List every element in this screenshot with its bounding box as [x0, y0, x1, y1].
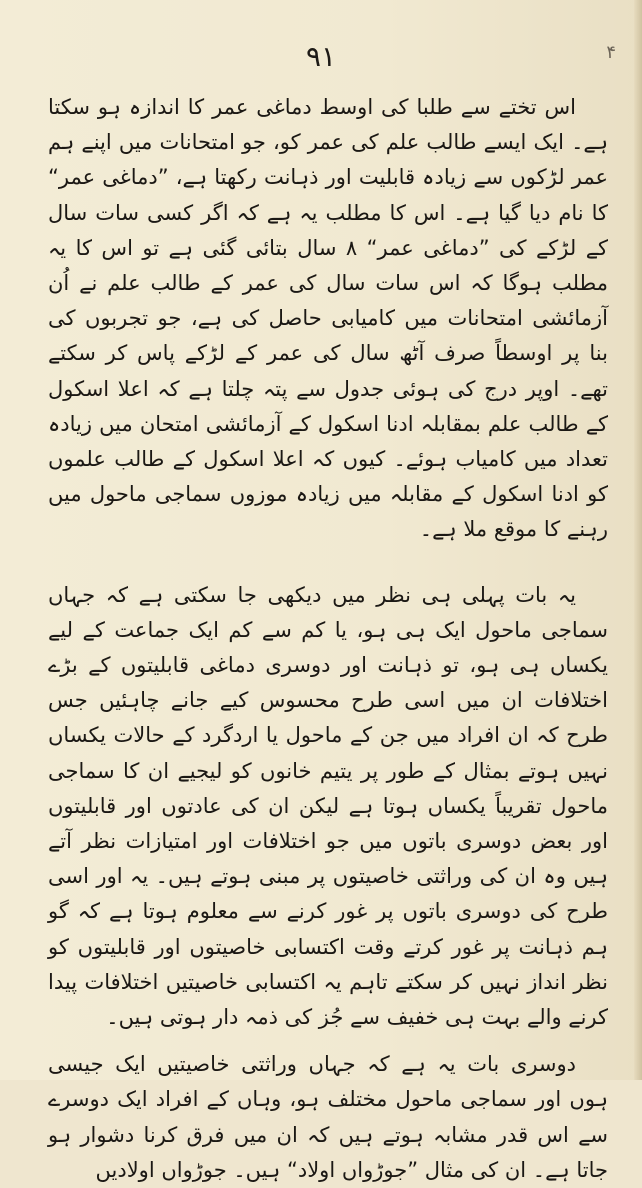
page-number: ۹۱	[305, 40, 337, 73]
page-edge	[634, 0, 642, 1080]
paragraph-2: یہ بات پہلی ہی نظر میں دیکھی جا سکتی ہے کہ جہاں سماجی ماحول ایک ہی ہو، یا کم سے کم ایک جماعت کے لیے یکساں ہی ہو، تو ذہانت اور دوسری دماغی قابلیتوں کے بڑے اختلافات ان میں اسی طرح محسوس کیے جانے چاہئیں جس طرح کہ ان افراد میں جن کے ماحول یا اردگرد کے حالات یکساں نہیں ہوتے بمثال کے طور پر یتیم خانوں کو لیجیے ان کا سماجی ماحول تقریباً یکساں ہوتا ہے لیکن ان کی عادتوں اور قابلیتوں اور بعض دوسری باتوں میں جو اختلافات اور امتیازات نظر آتے ہیں وہ ان کی وراثتی خاصیتوں پر مبنی ہوتے ہیں۔ یہ اور اسی طرح کی دوسری باتوں پر غور کرنے سے معلوم ہوتا ہے کہ گو ہم ذہانت پر غور کرتے وقت اکتسابی خاصیتوں اور قابلیتوں کو نظر انداز نہیں کر سکتے تاہم یہ اکتسابی خاصیتیں اختلافات پیدا کرنے والے بہت ہی خفیف سے جُز کی ذمہ دار ہوتی ہیں۔	[48, 582, 608, 1030]
paragraph-1: اس تختے سے طلبا کی اوسط دماغی عمر کا اندازہ ہو سکتا ہے۔ ایک ایسے طالب علم کی عمر کو، جو امتحانات میں اپنے ہم عمر لڑکوں سے زیادہ قابلیت اور ذہانت رکھتا ہے، ”دماغی عمر“ کا نام دیا گیا ہے۔ اس کا مطلب یہ ہے کہ اگر کسی سات سال کے لڑکے کی ”دماغی عمر“ ۸ سال بتائی گئی ہے تو اس کا یہ مطلب ہوگا کہ اس سات سال کی عمر کے طالب علم نے اُن آزمائشی امتحانات میں کامیابی حاصل کی ہے، جو تجربوں کی بنا پر اوسطاً صرف آٹھ سال کی عمر کے لڑکے پاس کر سکتے تھے۔ اوپر درج کی ہوئی جدول سے پتہ چلتا ہے کہ اعلا اسکول کے طالب علم بمقابلہ ادنا اسکول کے آزمائشی امتحان میں زیادہ تعداد میں کامیاب ہوئے۔ کیوں کہ اعلا اسکول کے طالب علموں کو ادنا اسکول کے مقابلہ میں زیادہ موزوں سماجی ماحول میں رہنے کا موقع ملا ہے۔	[48, 95, 609, 542]
paragraph-3: دوسری بات یہ ہے کہ جہاں وراثتی خاصیتیں ایک جیسی ہوں اور سماجی ماحول مختلف ہو، وہاں کے افراد ایک دوسرے سے اس قدر مشابہ ہوتے ہیں کہ ان میں فرق کرنا دشوار ہو جاتا ہے۔ ان کی مثال ”جوڑواں اولاد“ ہیں۔ جوڑواں اولادیں	[48, 1052, 608, 1182]
corner-mark: ۴	[606, 42, 616, 63]
body-text	[48, 90, 608, 1188]
